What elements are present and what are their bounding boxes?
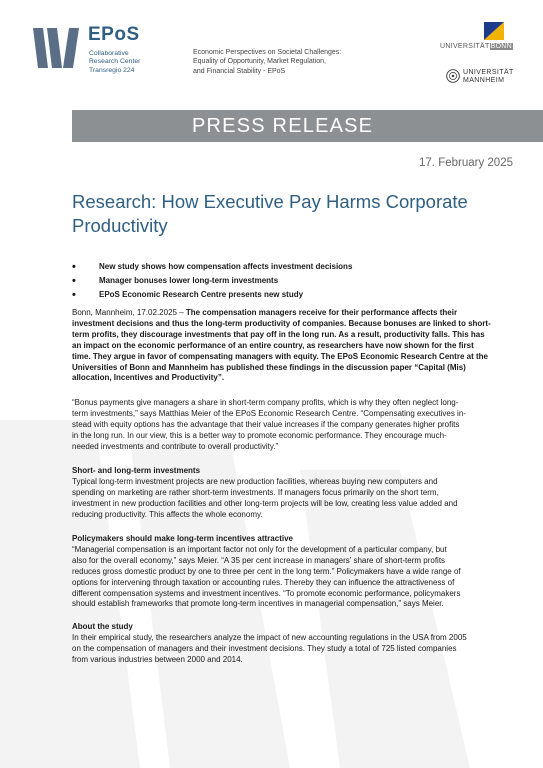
tagline-line: Economic Perspectives on Societal Challenges: <box>193 49 342 56</box>
epos-logo <box>33 24 157 82</box>
epos-logo-mark-icon <box>33 24 85 76</box>
quote-line: stead with equity options has the advantage that their value increases if the company generates higher profits <box>72 419 460 429</box>
tagline-line: and Financial Stability - EPoS <box>193 67 286 75</box>
section-line: investment in new production facilities and other long-term projects will be low, creating less value added and <box>72 498 458 508</box>
intro-line: an impact on the economic performance of an entire country, as researchers have now shown for the first <box>72 340 474 350</box>
mannheim-label <box>463 69 514 85</box>
section-line: should establish frameworks that promote long-term incentives in managerial compensation,” says Meier. <box>72 599 444 609</box>
dateline: Bonn, Mannheim, 17.02.2025 – <box>72 308 186 317</box>
mannheim-label-line: UNIVERSITÄT <box>463 69 514 76</box>
section-about-study <box>72 622 507 666</box>
release-date: 17. February 2025 <box>419 157 513 169</box>
section-line: spending on marketing are rather short-term investments. If managers focus primarily on the short term, <box>72 487 439 497</box>
intro-line: term profits, they discourage investments that pay off in the long run. As a result, productivity falls. This has <box>72 329 485 339</box>
intro-line: allocation, Incentives and Productivity”. <box>72 373 225 383</box>
section-line: reducing productivity. This affects the whole economy. <box>72 509 263 519</box>
key-point-item: • EPoS Economic Research Centre presents new study <box>72 288 352 302</box>
section-line: “Managerial compensation is an important factor not only for the development of a particular company, but <box>72 544 447 554</box>
tagline-line: Equality of Opportunity, Market Regulation, <box>193 58 326 66</box>
banner-label: PRESS RELEASE <box>192 115 374 137</box>
logo-title: EPoS <box>88 24 140 45</box>
bonn-label <box>440 43 513 50</box>
logo-subtitle-line: Collaborative <box>89 50 129 57</box>
quote-line: needed investments and contribute to overall productivity.” <box>72 441 279 451</box>
intro-line: Universities of Bonn and Mannheim has published these findings in the discussion paper “Capital (Mis) <box>72 362 466 372</box>
intro-lead: The compensation managers receive for their performance affects their <box>185 308 458 317</box>
page-title: Research: How Executive Pay Harms Corporate Productivity <box>72 191 468 236</box>
mannheim-seal-icon <box>446 69 460 83</box>
tagline <box>193 48 341 76</box>
logo-subtitle-line: Transregio 224 <box>89 66 135 74</box>
intro-paragraph <box>72 308 507 384</box>
university-bonn-logo <box>440 22 513 56</box>
bonn-label-left: UNIVERSITÄT <box>440 43 490 50</box>
section-line: In their empirical study, the researchers analyze the impact of new accounting regulations in the USA from 2005 <box>72 632 467 642</box>
bonn-mark-icon <box>440 22 504 42</box>
section-short-long-term <box>72 466 507 521</box>
section-heading: Short- and long-term investments <box>72 466 201 475</box>
quote-paragraph <box>72 398 507 453</box>
quote-line: in the long run. In our view, this is a better way to promote economic performance. They encourage much- <box>72 430 447 440</box>
quote-line: “Bonus payments give managers a share in short-term company profits, which is why they often neglect long- <box>72 398 459 407</box>
intro-line: time. They argue in favor of compensating managers with equity. The EPoS Economic Research Centre at the <box>72 351 488 361</box>
key-points-list <box>72 260 352 302</box>
intro-line: investment decisions and thus the long-term productivity of companies. Because bonuses are linked to short- <box>72 318 491 328</box>
section-heading: Policymakers should make long-term incentives attractive <box>72 534 293 543</box>
mannheim-label-line: MANNHEIM <box>463 77 505 84</box>
bonn-label-right: BONN <box>490 43 513 50</box>
section-line: on the compensation of managers and their investment decisions. They study a total of 725 listed companies <box>72 643 457 653</box>
university-mannheim-logo <box>446 66 514 90</box>
quote-line: term investments,” says Matthias Meier of the EPoS Economic Research Centre. “Compensating executives in- <box>72 408 466 418</box>
section-line: from various industries between 2000 and 2014. <box>72 654 243 664</box>
section-line: Typical long-term investment projects are new production facilities, whereas buying new computers and <box>72 476 438 486</box>
section-policymakers <box>72 534 507 610</box>
key-point-item: • Manager bonuses lower long-term investments <box>72 274 352 288</box>
section-line: also for the overall economy,” says Meier. “A 35 per cent increase in managers’ share of short-term profits <box>72 555 446 565</box>
section-heading: About the study <box>72 622 133 631</box>
section-line: different compensation systems and investment incentives. “To promote economic performance, policymakers <box>72 588 461 598</box>
intro-first-line <box>72 308 507 319</box>
logo-subtitle-line: Research Center <box>89 58 141 66</box>
section-line: options for intervening through taxation or accounting rules. Thereby they can influence the attractiveness of <box>72 577 455 587</box>
logo-subtitle <box>89 50 169 75</box>
section-line: reduces gross domestic product by one to three per cent in the long term.” Policymakers have a wide range of <box>72 566 461 576</box>
press-release-banner <box>72 110 543 142</box>
key-point-item: • New study shows how compensation affects investment decisions <box>72 260 352 274</box>
